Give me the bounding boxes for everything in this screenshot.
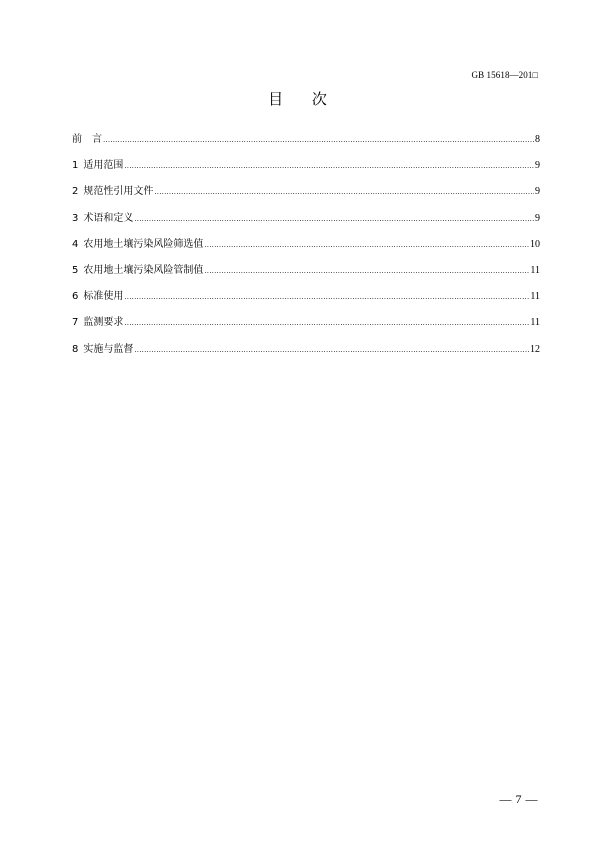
toc-entry-number: 4 [72,238,79,250]
page-number: — 7 — [499,792,538,806]
toc-entry-title: 实施与监督 [83,343,134,355]
toc-entry-number: 3 [72,212,79,224]
toc-entry-title: 规范性引用文件 [83,186,154,198]
toc-entry-page: 9 [535,160,540,172]
toc-entry-title: 农用地土壤污染风险筛选值 [83,238,204,250]
standard-code: GB 15618—201□ [471,70,538,80]
toc-entry-2[interactable] [72,182,540,208]
toc-entry-page: 11 [530,264,540,276]
toc-entry-title: 监测要求 [83,317,124,329]
toc-leader [134,346,529,354]
toc-entry-foreword[interactable] [72,130,540,156]
toc-leader [134,215,534,223]
toc-entry-page: 10 [530,238,540,250]
toc-leader [124,162,534,170]
toc-entry-page: 11 [530,291,540,303]
toc-entry-page: 8 [535,134,540,145]
toc-entry-number: 8 [72,343,79,355]
toc-entry-title: 标准使用 [83,291,124,303]
toc-entry-title: 前 言 [72,134,102,145]
toc-leader [124,293,529,301]
toc-entry-8[interactable] [72,340,540,366]
toc-entry-number: 5 [72,264,79,276]
toc-entry-number: 7 [72,317,79,329]
toc-leader [103,136,534,144]
toc-leader [204,267,529,275]
toc-entry-5[interactable] [72,261,540,287]
toc-entry-title: 术语和定义 [83,212,134,224]
toc-entry-page: 11 [530,317,540,329]
toc-entry-number: 6 [72,291,79,303]
toc-entry-4[interactable] [72,235,540,261]
toc-entry-title: 适用范围 [83,160,124,172]
page-title: 目 次 [268,90,339,108]
toc-entry-6[interactable] [72,287,540,313]
toc-entry-3[interactable] [72,209,540,235]
toc-entry-page: 12 [530,343,540,355]
toc-leader [204,241,529,249]
toc-leader [154,188,534,196]
toc-entry-page: 9 [535,186,540,198]
toc-entry-title: 农用地土壤污染风险管制值 [83,264,204,276]
table-of-contents [72,130,540,366]
toc-entry-7[interactable] [72,313,540,339]
toc-entry-page: 9 [535,212,540,224]
toc-entry-1[interactable] [72,156,540,182]
toc-leader [124,319,529,327]
toc-entry-number: 2 [72,186,79,198]
toc-entry-number: 1 [72,160,79,172]
